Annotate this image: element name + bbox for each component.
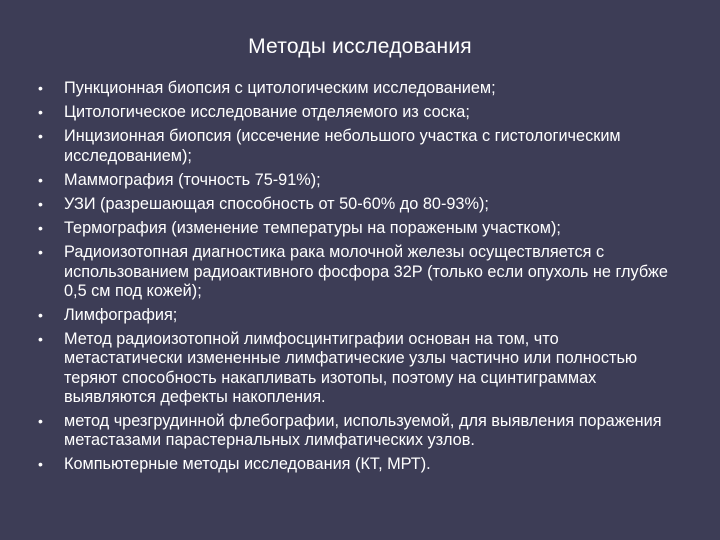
list-item-text: Лимфография; xyxy=(64,306,178,325)
list-item xyxy=(36,195,676,214)
bullet-dot-icon: • xyxy=(38,196,43,213)
bullet-dot-icon: • xyxy=(38,80,43,96)
bullet-dot-icon: • xyxy=(38,456,43,473)
list-item xyxy=(36,306,676,325)
list-item-text: метод чрезгрудинной флебографии, используемой, для выявления поражения метастазами парастернальных лимфатических узлов. xyxy=(64,412,662,450)
list-item-text: Маммография (точность 75-91%); xyxy=(64,170,321,189)
list-item-text: Термография (изменение температуры на пораженым участком); xyxy=(64,219,561,238)
list-item-text: Радиоизотопная диагностика рака молочной железы осуществляется с использованием радиоактивного фосфора 32Р (только если опухоль не глубже 0,5 см под кожей); xyxy=(64,243,668,300)
bullet-dot-icon: • xyxy=(38,220,43,237)
list-item xyxy=(36,79,676,98)
list-item-text: Инцизионная биопсия (иссечение небольшого участка с гистологическим исследованием); xyxy=(64,127,621,165)
list-item xyxy=(36,219,676,238)
list-item-text: УЗИ (разрешающая способность от 50-60% до 80-93%); xyxy=(64,195,489,214)
list-item xyxy=(36,455,676,474)
bullet-dot-icon: • xyxy=(38,104,43,121)
list-item xyxy=(36,127,676,165)
list-item-text: Цитологическое исследование отделяемого из соска; xyxy=(64,103,470,122)
list-item xyxy=(36,330,676,407)
list-item xyxy=(36,103,676,122)
bullet-dot-icon: • xyxy=(38,244,43,261)
list-item xyxy=(36,243,676,301)
list-item xyxy=(36,171,676,190)
list-item-text: Пункционная биопсия с цитологическим исследованием; xyxy=(64,79,496,97)
list-item-text: Компьютерные методы исследования (КТ, МРТ). xyxy=(64,455,431,474)
bullet-dot-icon: • xyxy=(38,171,43,188)
bullet-dot-icon: • xyxy=(38,331,43,348)
bullet-list xyxy=(36,79,676,480)
slide-title: Методы исследования xyxy=(248,35,472,58)
list-item-text: Метод радиоизотопной лимфосцинтиграфии основан на том, что метастатически измененные лимфатические узлы частично или полностью теряют способность накапливать изотопы, поэтому на сцинтиграммах выявляются дефекты накопления. xyxy=(64,330,638,406)
list-item xyxy=(36,412,676,450)
bullet-dot-icon: • xyxy=(38,307,43,324)
bullet-dot-icon: • xyxy=(38,128,43,145)
bullet-dot-icon: • xyxy=(38,413,43,430)
